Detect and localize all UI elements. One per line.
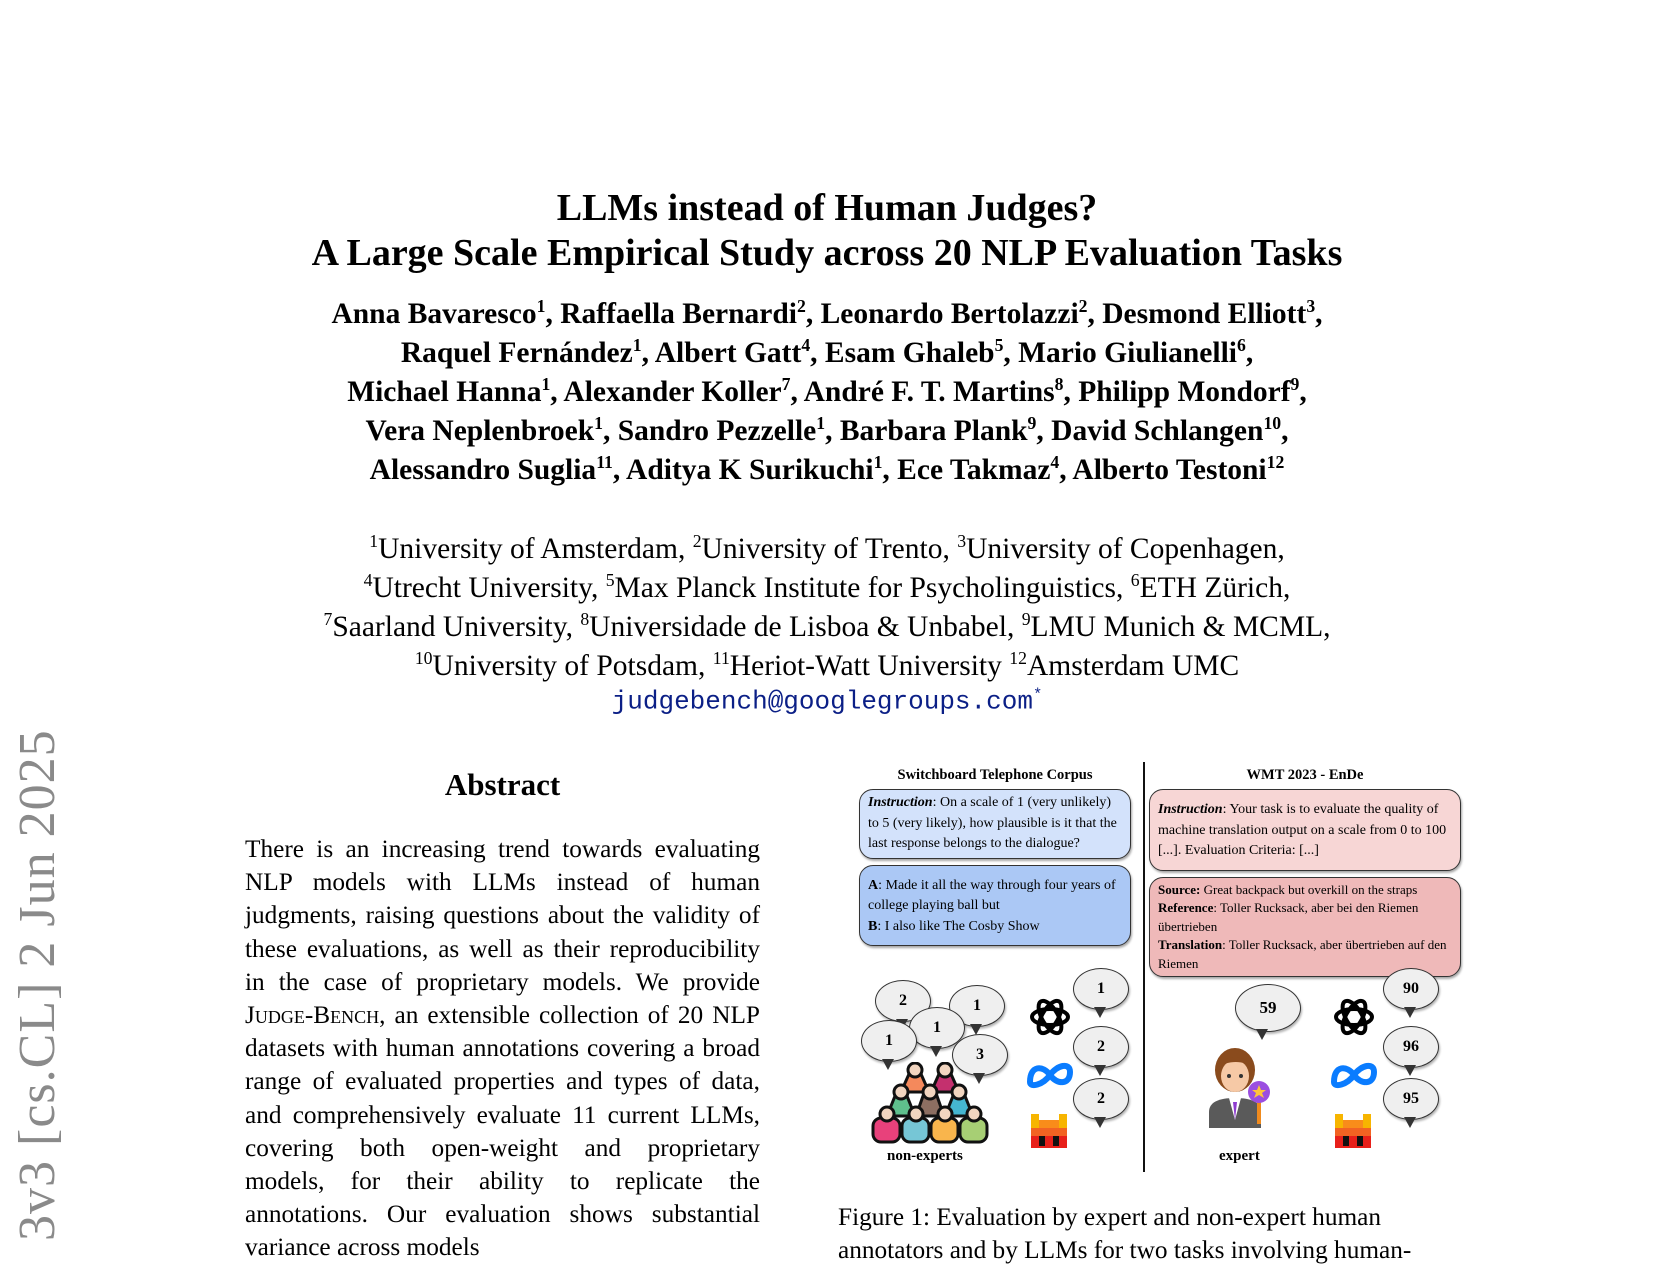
score-bubble: 1 <box>909 1007 965 1049</box>
affiliation-line: $^7$Saarland University, $^8$Universidade de Lisboa & Unbabel, $^9$LMU Munich & MCML, <box>323 609 1331 643</box>
instruction-box: Instruction: Your task is to evaluate the quality of machine translation output on a scale from 0 to 100 [...]. Evaluation Criteria: [...] <box>1149 789 1461 871</box>
instruction-box: Instruction: On a scale of 1 (very unlikely) to 5 (very likely), how plausible is it that the last response belongs to the dialogue? <box>859 789 1131 859</box>
author: Aditya K Surikuchi$^1$ <box>626 452 883 486</box>
abstract-heading: Abstract <box>444 767 561 802</box>
panel-title: WMT 2023 - EnDe <box>1246 767 1364 783</box>
score-bubble: 2 <box>875 980 931 1022</box>
openai-logo-icon <box>1331 994 1377 1045</box>
affiliation: $^8$Universidade de Lisboa & Unbabel <box>580 609 1007 643</box>
author: Raffaella Bernardi$^2$ <box>560 296 806 330</box>
score-bubble: 3 <box>952 1034 1008 1076</box>
mistral-logo-icon <box>1029 1112 1069 1155</box>
affiliation: $^{11}$Heriot-Watt University <box>712 648 1002 682</box>
affiliation: $^2$University of Trento <box>692 531 943 565</box>
affiliation: $^3$University of Copenhagen <box>957 531 1278 565</box>
score-bubble-expert: 59 <box>1235 984 1301 1032</box>
author: Vera Neplenbroek$^1$ <box>365 413 603 447</box>
affiliation: $^{12}$Amsterdam UMC <box>1009 648 1240 682</box>
panel-divider <box>1143 762 1145 1172</box>
author: Anna Bavaresco$^1$ <box>331 296 546 330</box>
affiliation-line: $^1$University of Amsterdam, $^2$University of Trento, $^3$University of Copenhagen, <box>369 531 1285 565</box>
affiliation: $^6$ETH Zürich <box>1130 570 1283 604</box>
crowd-icon <box>871 1062 989 1149</box>
panel-wmt <box>1149 762 1461 1164</box>
author: Alexander Koller$^7$ <box>563 374 791 408</box>
score-bubble-gpt: 90 <box>1383 968 1439 1010</box>
openai-logo-icon <box>1027 994 1073 1045</box>
author: André F. T. Martins$^8$ <box>803 374 1064 408</box>
author: Desmond Elliott$^3$ <box>1102 296 1316 330</box>
figure-caption: Figure 1: Evaluation by expert and non-expert human annotators and by LLMs for two tasks involving human- <box>838 1203 1412 1264</box>
title-line-1: LLMs instead of Human Judges? <box>556 187 1098 229</box>
score-bubble-gpt: 1 <box>1073 968 1129 1010</box>
affiliation-list <box>0 530 1654 686</box>
score-bubble-mistral: 2 <box>1073 1078 1129 1120</box>
affiliation: $^9$LMU Munich & MCML <box>1021 609 1324 643</box>
author-list <box>0 295 1654 490</box>
affiliation-line: $^{10}$University of Potsdam, $^{11}$Heriot-Watt University $^{12}$Amsterdam UMC <box>414 648 1240 682</box>
panel-switchboard <box>859 762 1131 1164</box>
score-bubble-llama: 96 <box>1383 1026 1439 1068</box>
meta-logo-icon <box>1329 1060 1379 1095</box>
human-label: non-experts <box>887 1148 963 1164</box>
title-line-2: A Large Scale Empirical Study across 20 NLP Evaluation Tasks <box>311 232 1343 274</box>
paper-title <box>0 186 1654 276</box>
email-link[interactable]: judgebench@googlegroups.com <box>611 686 1033 717</box>
human-label: expert <box>1219 1148 1260 1164</box>
author: Esam Ghaleb$^5$ <box>824 335 1004 369</box>
affiliation: $^5$Max Planck Institute for Psycholinguistics <box>605 570 1117 604</box>
score-bubble-llama: 2 <box>1073 1026 1129 1068</box>
author-line: Alessandro Suglia$^{11}$, Aditya K Surikuchi$^1$, Ece Takmaz$^4$, Alberto Testoni$^{12}$ <box>369 452 1285 486</box>
panel-title: Switchboard Telephone Corpus <box>897 767 1093 783</box>
author: Philipp Mondorf$^9$ <box>1078 374 1300 408</box>
figure-1 <box>855 762 1470 1177</box>
author: Alessandro Suglia$^{11}$ <box>369 452 613 486</box>
abstract-body: There is an increasing trend towards evaluating NLP models with LLMs instead of human judgments, raising questions about the validity of these evaluations, as well as their reproducibility in the case of proprietary models. We provide Judge-Bench, an extensible collection of 20 NLP datasets with human annotations covering a broad range of evaluated properties and types of data, and comprehensively evaluate 11 current LLMs, covering both open-weight and proprietary models, for their ability to replicate the annotations. Our evaluation shows substantial variance across models <box>245 835 760 1262</box>
author: Albert Gatt$^4$ <box>654 335 811 369</box>
score-bubble: 1 <box>949 985 1005 1027</box>
author-line: Raquel Fernández$^1$, Albert Gatt$^4$, Esam Ghaleb$^5$, Mario Giulianelli$^6$, <box>400 335 1254 369</box>
contact-email <box>0 686 1654 717</box>
author-line: Michael Hanna$^1$, Alexander Koller$^7$, André F. T. Martins$^8$, Philipp Mondorf$^9$, <box>347 374 1307 408</box>
author: Alberto Testoni$^{12}$ <box>1072 452 1285 486</box>
affiliation: $^1$University of Amsterdam <box>369 531 678 565</box>
author: Raquel Fernández$^1$ <box>400 335 642 369</box>
footnote-marker[interactable]: * <box>1032 686 1043 704</box>
mistral-logo-icon <box>1333 1112 1373 1155</box>
arxiv-identifier-stamp: 3v3 [cs.CL] 2 Jun 2025 <box>9 729 66 1241</box>
author: Ece Takmaz$^4$ <box>897 452 1060 486</box>
translation-example-box: Source: Great backpack but overkill on the straps Reference: Toller Rucksack, aber bei den Riemen übertrieben Translation: Toller Rucksack, aber übertrieben auf den Riemen <box>1149 877 1461 978</box>
author: David Schlangen$^{10}$ <box>1051 413 1282 447</box>
author: Barbara Plank$^9$ <box>839 413 1037 447</box>
author: Mario Giulianelli$^6$ <box>1018 335 1246 369</box>
affiliation-line: $^4$Utrecht University, $^5$Max Planck Institute for Psycholinguistics, $^6$ETH Zürich, <box>363 570 1291 604</box>
affiliation: $^4$Utrecht University <box>363 570 591 604</box>
benchmark-name: Judge-Bench <box>245 1001 380 1030</box>
author: Sandro Pezzelle$^1$ <box>617 413 826 447</box>
expert-person-icon <box>1203 1046 1275 1135</box>
author-line: Anna Bavaresco$^1$, Raffaella Bernardi$^2$, Leonardo Bertolazzi$^2$, Desmond Elliott$^3$, <box>331 296 1323 330</box>
author: Michael Hanna$^1$ <box>347 374 551 408</box>
meta-logo-icon <box>1025 1060 1075 1095</box>
score-bubble: 1 <box>861 1020 917 1062</box>
author: Leonardo Bertolazzi$^2$ <box>820 296 1088 330</box>
affiliation: $^{10}$University of Potsdam <box>414 648 699 682</box>
author-line: Vera Neplenbroek$^1$, Sandro Pezzelle$^1$, Barbara Plank$^9$, David Schlangen$^{10}$, <box>365 413 1289 447</box>
affiliation: $^7$Saarland University <box>323 609 566 643</box>
score-bubble-mistral: 95 <box>1383 1078 1439 1120</box>
dialogue-box: A: Made it all the way through four years of college playing ball but B: I also like The Cosby Show <box>859 865 1131 947</box>
